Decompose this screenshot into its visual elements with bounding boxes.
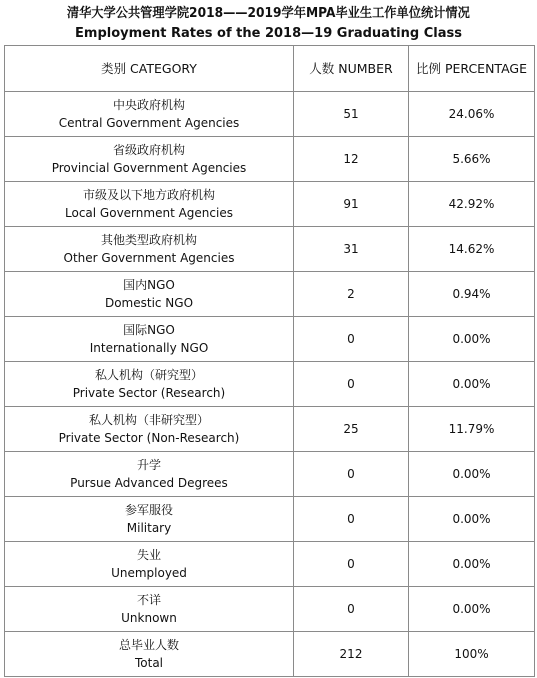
- table-row: [5, 317, 535, 362]
- category-en: Private Sector (Research): [72, 386, 226, 400]
- header-percentage: 比例 PERCENTAGE: [409, 46, 535, 92]
- category-cell: [5, 497, 294, 542]
- number-cell: 212: [294, 632, 409, 677]
- number-cell: 25: [294, 407, 409, 452]
- category-en: Unemployed: [111, 566, 187, 580]
- table-row: [5, 92, 535, 137]
- employment-table: [4, 45, 535, 677]
- category-cell: [5, 182, 294, 227]
- header-number: 人数 NUMBER: [294, 46, 409, 92]
- number-cell: 0: [294, 317, 409, 362]
- title-chinese-text: 清华大学公共管理学院2018——2019学年MPA毕业生工作单位统计情况: [67, 6, 470, 21]
- category-cn: 其他类型政府机构: [100, 233, 197, 247]
- percentage-cell: 0.00%: [409, 362, 535, 407]
- category-en: Pursue Advanced Degrees: [70, 476, 228, 490]
- category-cn: 私人机构（研究型）: [94, 368, 203, 382]
- category-en: Provincial Government Agencies: [51, 161, 247, 175]
- category-cell: [5, 272, 294, 317]
- number-cell: 0: [294, 542, 409, 587]
- category-en: Central Government Agencies: [58, 116, 240, 130]
- percentage-cell: 0.00%: [409, 317, 535, 362]
- category-cn: 市级及以下地方政府机构: [82, 188, 215, 202]
- table-row: [5, 452, 535, 497]
- title-chinese: [0, 4, 537, 24]
- header-category: 类别 CATEGORY: [5, 46, 294, 92]
- table-header: [5, 46, 535, 92]
- category-en: Private Sector (Non-Research): [58, 431, 240, 445]
- number-cell: 91: [294, 182, 409, 227]
- category-cell: [5, 587, 294, 632]
- category-cn: 省级政府机构: [112, 143, 185, 157]
- percentage-cell: 0.94%: [409, 272, 535, 317]
- table-row: [5, 587, 535, 632]
- category-cell: [5, 317, 294, 362]
- number-cell: 0: [294, 362, 409, 407]
- table-row: [5, 272, 535, 317]
- table-row: [5, 497, 535, 542]
- number-cell: 12: [294, 137, 409, 182]
- table-row: [5, 542, 535, 587]
- category-cell: [5, 92, 294, 137]
- table-row: [5, 362, 535, 407]
- percentage-cell: 0.00%: [409, 497, 535, 542]
- percentage-cell: 100%: [409, 632, 535, 677]
- category-cn: 中央政府机构: [112, 98, 185, 112]
- number-cell: 51: [294, 92, 409, 137]
- table-row: [5, 407, 535, 452]
- table-row: [5, 137, 535, 182]
- category-cn: 总毕业人数: [118, 638, 179, 652]
- number-cell: 0: [294, 452, 409, 497]
- category-cn: 升学: [136, 458, 161, 472]
- table-body: [5, 92, 535, 677]
- percentage-cell: 0.00%: [409, 587, 535, 632]
- category-cell: [5, 632, 294, 677]
- percentage-cell: 42.92%: [409, 182, 535, 227]
- percentage-cell: 0.00%: [409, 542, 535, 587]
- percentage-cell: 14.62%: [409, 227, 535, 272]
- category-en: Unknown: [121, 611, 177, 625]
- category-cell: [5, 227, 294, 272]
- number-cell: 31: [294, 227, 409, 272]
- category-cell: [5, 542, 294, 587]
- document-title: [0, 4, 537, 44]
- percentage-cell: 5.66%: [409, 137, 535, 182]
- number-cell: 2: [294, 272, 409, 317]
- category-cn: 参军服役: [124, 503, 173, 517]
- header-row: [5, 46, 535, 92]
- category-cn: 国内NGO: [123, 278, 175, 292]
- category-en: Domestic NGO: [104, 296, 194, 310]
- category-en: Total: [134, 656, 164, 670]
- table-row: [5, 227, 535, 272]
- category-cn: 失业: [136, 548, 161, 562]
- category-en: Local Government Agencies: [65, 206, 233, 220]
- category-cn: 私人机构（非研究型）: [88, 413, 209, 427]
- title-english: Employment Rates of the 2018—19 Graduating Class: [75, 26, 462, 41]
- percentage-cell: 11.79%: [409, 407, 535, 452]
- category-en: Internationally NGO: [89, 341, 209, 355]
- total-row: [5, 632, 535, 677]
- category-cell: [5, 452, 294, 497]
- category-cn: 国际NGO: [123, 323, 175, 337]
- category-cell: [5, 362, 294, 407]
- category-cell: [5, 137, 294, 182]
- category-en: Other Government Agencies: [63, 251, 235, 265]
- number-cell: 0: [294, 587, 409, 632]
- category-cn: 不详: [136, 593, 161, 607]
- table-row: [5, 182, 535, 227]
- category-en: Military: [126, 521, 172, 535]
- category-cell: [5, 407, 294, 452]
- number-cell: 0: [294, 497, 409, 542]
- percentage-cell: 24.06%: [409, 92, 535, 137]
- percentage-cell: 0.00%: [409, 452, 535, 497]
